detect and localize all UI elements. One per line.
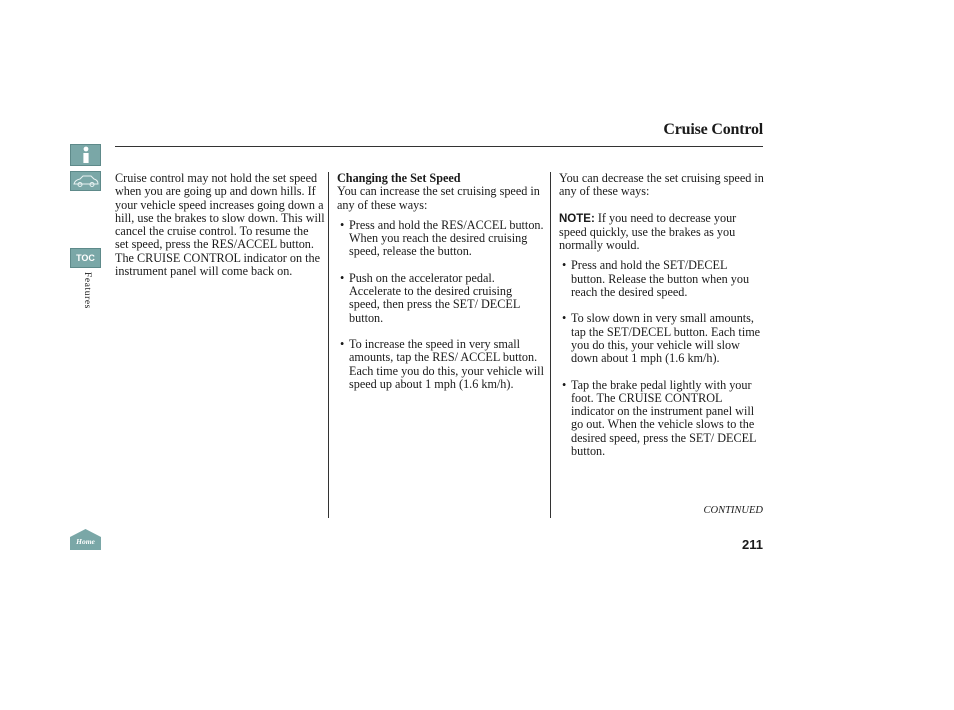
list-item: • To increase the speed in very small amounts, tap the RES/ ACCEL button. Each time you do this, your vehicle will speed up about 1 mph (1.6 km/h). (337, 338, 544, 391)
column-1 (115, 172, 325, 278)
home-icon[interactable] (70, 529, 101, 550)
section-heading: Changing the Set Speed (337, 171, 461, 185)
toc-icon[interactable] (70, 248, 101, 268)
list-item: • Press and hold the SET/DECEL button. Release the button when you reach the desired speed. (559, 259, 764, 299)
note-label: NOTE: (559, 212, 595, 225)
note (559, 212, 764, 253)
continued-label: CONTINUED (703, 505, 763, 516)
list-item: • Push on the accelerator pedal. Accelerate to the desired cruising speed, then press the SET/ DECEL button. (337, 272, 544, 325)
column-divider (328, 172, 329, 518)
section-label: Features (82, 272, 92, 309)
header-rule (115, 146, 763, 147)
list-item: • Press and hold the RES/ACCEL button. When you reach the desired cruising speed, release the button. (337, 219, 544, 259)
car-icon[interactable] (70, 171, 101, 191)
page-title: Cruise Control (663, 121, 763, 138)
info-icon[interactable] (70, 144, 101, 166)
paragraph: Cruise control may not hold the set speed when you are going up and down hills. If your vehicle speed increases going down a hill, use the brakes to slow down. This will cancel the cruise control. To resume the set speed, press the RES/ACCEL button. The CRUISE CONTROL indicator on the instrument panel will come back on. (115, 171, 325, 279)
bullet-list (337, 219, 544, 391)
home-label: Home (76, 537, 95, 546)
page-number: 211 (742, 537, 763, 552)
toc-label: TOC (76, 253, 95, 263)
list-item: • To slow down in very small amounts, tap the SET/DECEL button. Each time you do this, your vehicle will slow down about 1 mph (1.6 km/h). (559, 312, 764, 365)
note-text: If you need to decrease your speed quickly, use the brakes as you normally would. (559, 210, 737, 253)
intro-text: You can increase the set cruising speed in any of these ways: (337, 184, 540, 212)
bullet-list (559, 259, 764, 458)
intro-text: You can decrease the set cruising speed in any of these ways: (559, 171, 764, 199)
list-item: • Tap the brake pedal lightly with your foot. The CRUISE CONTROL indicator on the instrument panel will go out. When the vehicle slows to the desired speed, press the SET/ DECEL button. (559, 379, 764, 459)
column-divider (550, 172, 551, 518)
column-2 (337, 172, 544, 391)
column-3 (559, 172, 764, 458)
